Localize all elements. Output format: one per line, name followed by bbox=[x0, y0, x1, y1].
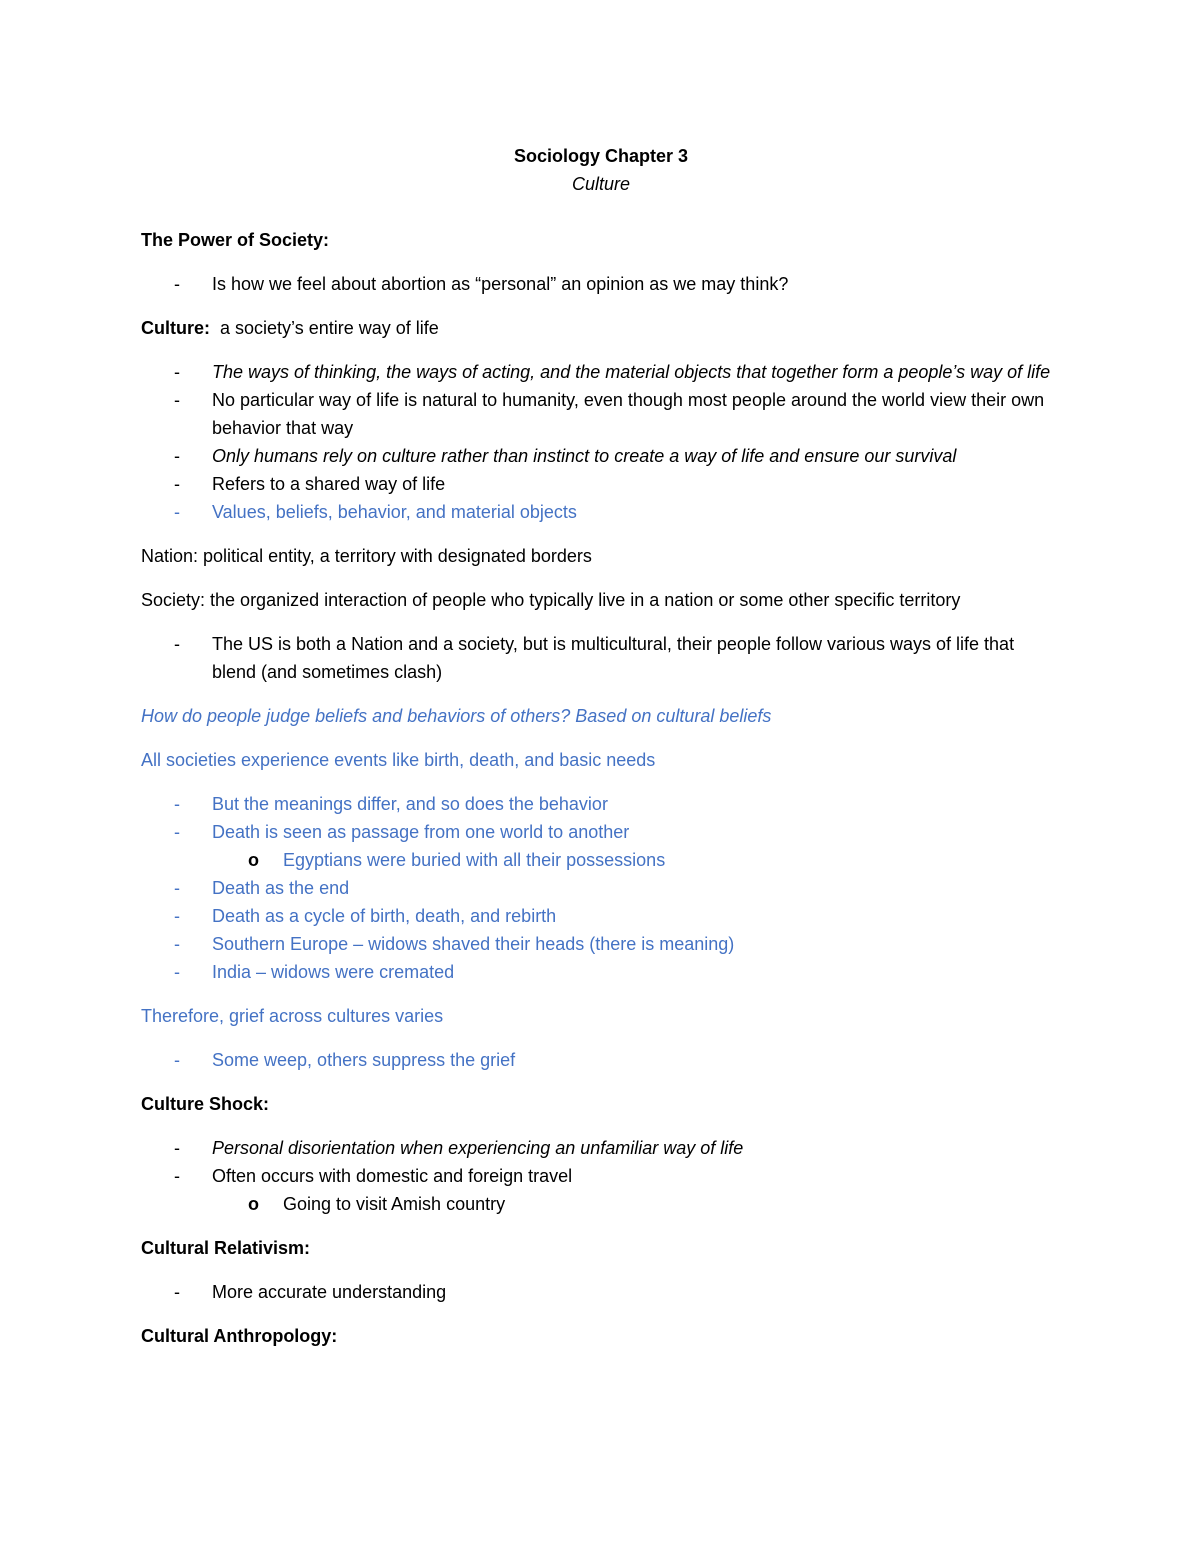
list-item-text: India – widows were cremated bbox=[212, 962, 455, 982]
list-item-text: Some weep, others suppress the grief bbox=[212, 1050, 516, 1070]
circle-marker: o bbox=[248, 1194, 259, 1214]
list-item bbox=[141, 1046, 1061, 1074]
list-item bbox=[141, 818, 1061, 874]
list-item-text: Death as the end bbox=[212, 878, 350, 898]
list-item-text: The ways of thinking, the ways of acting, and the material objects that together form a people’s way of life bbox=[212, 362, 1051, 382]
dash-marker: - bbox=[174, 1050, 180, 1070]
dash-marker: - bbox=[174, 274, 180, 294]
society-definition: Society: the organized interaction of people who typically live in a nation or some other specific territory bbox=[141, 590, 961, 610]
document-body bbox=[141, 142, 1061, 1366]
list-item bbox=[141, 386, 1061, 442]
list-item-text: No particular way of life is natural to humanity, even though most people around the world view their own behavior that way bbox=[212, 390, 1045, 438]
dash-marker: - bbox=[174, 1166, 180, 1186]
list-item bbox=[141, 874, 1061, 902]
grief-statement: Therefore, grief across cultures varies bbox=[141, 1006, 444, 1026]
dash-marker: - bbox=[174, 634, 180, 654]
dash-marker: - bbox=[174, 906, 180, 926]
list-item bbox=[141, 630, 1061, 686]
list-item-text: Southern Europe – widows shaved their heads (there is meaning) bbox=[212, 934, 735, 954]
list-item-text: Refers to a shared way of life bbox=[212, 474, 446, 494]
culture-list bbox=[141, 358, 1061, 526]
culture-term: Culture: bbox=[141, 318, 210, 338]
culture-definition bbox=[141, 314, 1061, 342]
culture-def-text: a society’s entire way of life bbox=[210, 318, 439, 338]
list-item-text: Death is seen as passage from one world to another bbox=[212, 822, 630, 842]
grief-list bbox=[141, 1046, 1061, 1074]
sub-list bbox=[212, 1190, 1061, 1218]
list-item bbox=[141, 1162, 1061, 1218]
dash-marker: - bbox=[174, 1138, 180, 1158]
dash-marker: - bbox=[174, 794, 180, 814]
society-list bbox=[141, 630, 1061, 686]
list-item bbox=[141, 442, 1061, 470]
list-item bbox=[141, 930, 1061, 958]
circle-marker: o bbox=[248, 850, 259, 870]
dash-marker: - bbox=[174, 390, 180, 410]
dash-marker: - bbox=[174, 878, 180, 898]
list-item bbox=[141, 498, 1061, 526]
list-item-text: The US is both a Nation and a society, but is multicultural, their people follow various ways of life that blend (and sometimes clash) bbox=[212, 634, 1015, 682]
list-item-text: Is how we feel about abortion as “personal” an opinion as we may think? bbox=[212, 274, 789, 294]
list-item bbox=[141, 470, 1061, 498]
dash-marker: - bbox=[174, 934, 180, 954]
dash-marker: - bbox=[174, 962, 180, 982]
power-list bbox=[141, 270, 1061, 298]
list-item-text: Values, beliefs, behavior, and material objects bbox=[212, 502, 577, 522]
dash-marker: - bbox=[174, 446, 180, 466]
sub-list bbox=[212, 846, 1061, 874]
list-item-text: Only humans rely on culture rather than instinct to create a way of life and ensure our survival bbox=[212, 446, 957, 466]
sub-list-item bbox=[141, 1190, 1061, 1218]
document-title: Sociology Chapter 3 bbox=[513, 146, 689, 166]
judge-question: How do people judge beliefs and behaviors of others? Based on cultural beliefs bbox=[141, 706, 772, 726]
list-item bbox=[141, 270, 1061, 298]
power-heading: The Power of Society: bbox=[141, 230, 330, 250]
list-item bbox=[141, 1134, 1061, 1162]
sub-list-item bbox=[141, 846, 1061, 874]
sub-list-item-text: Going to visit Amish country bbox=[283, 1194, 506, 1214]
list-item-text: Personal disorientation when experiencing an unfamiliar way of life bbox=[212, 1138, 744, 1158]
list-item bbox=[141, 358, 1061, 386]
dash-marker: - bbox=[174, 362, 180, 382]
list-item-text: But the meanings differ, and so does the behavior bbox=[212, 794, 608, 814]
dash-marker: - bbox=[174, 474, 180, 494]
sub-list-item-text: Egyptians were buried with all their possessions bbox=[283, 850, 666, 870]
list-item bbox=[141, 1278, 1061, 1306]
nation-definition: Nation: political entity, a territory with designated borders bbox=[141, 546, 592, 566]
dash-marker: - bbox=[174, 502, 180, 522]
relativism-list bbox=[141, 1278, 1061, 1306]
shock-list bbox=[141, 1134, 1061, 1218]
dash-marker: - bbox=[174, 1282, 180, 1302]
anthropology-heading: Cultural Anthropology: bbox=[141, 1326, 338, 1346]
list-item-text: Often occurs with domestic and foreign travel bbox=[212, 1166, 573, 1186]
shock-heading: Culture Shock: bbox=[141, 1094, 270, 1114]
list-item-text: More accurate understanding bbox=[212, 1282, 447, 1302]
list-item bbox=[141, 958, 1061, 986]
events-statement: All societies experience events like birth, death, and basic needs bbox=[141, 750, 656, 770]
list-item bbox=[141, 902, 1061, 930]
relativism-heading: Cultural Relativism: bbox=[141, 1238, 311, 1258]
list-item bbox=[141, 790, 1061, 818]
dash-marker: - bbox=[174, 822, 180, 842]
events-list bbox=[141, 790, 1061, 986]
list-item-text: Death as a cycle of birth, death, and rebirth bbox=[212, 906, 557, 926]
document-subtitle: Culture bbox=[571, 174, 631, 194]
